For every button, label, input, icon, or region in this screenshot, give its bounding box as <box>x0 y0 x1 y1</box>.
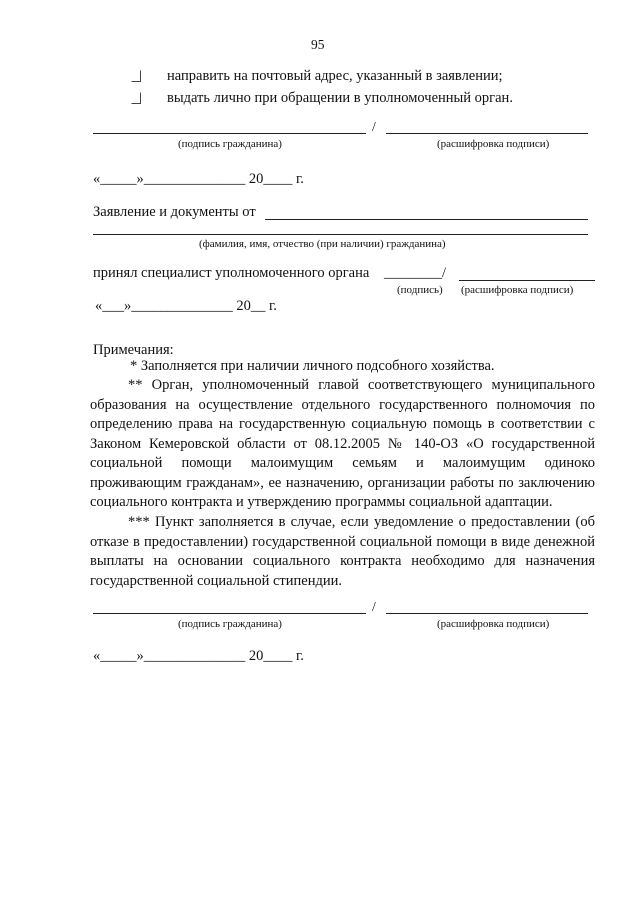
accepted-signature-blank[interactable]: ________/ <box>384 265 447 281</box>
statement-from-line[interactable] <box>265 219 588 220</box>
bottom-citizen-signature-line[interactable] <box>93 613 366 614</box>
bottom-decoding-line[interactable] <box>386 613 588 614</box>
signature-decoding-line[interactable] <box>386 133 588 134</box>
checkbox-in-person[interactable] <box>131 92 141 104</box>
note-1: * Заполняется при наличии личного подсобного хозяйства. <box>130 358 495 374</box>
citizen-signature-line[interactable] <box>93 133 366 134</box>
option-in-person-label: выдать лично при обращении в уполномоченный орган. <box>167 90 513 106</box>
note-2-text: ** Орган, уполномоченный главой соответствующего муниципального образования на осуществление отдельного государственного полномочия по определению права на государственную социальную помощь в соответствии с Законом Кемеровской области от 08.12.2005 № 140-ОЗ «О государственной социальной помощи малоимущим семьям и малоимущим одиноко проживающим гражданам», ее назначению, организации работы по заключению социального контракта и утверждению программы социальной адаптации. <box>90 377 595 510</box>
decoding-caption: (расшифровка подписи) <box>437 138 550 150</box>
checkbox-mail[interactable] <box>131 70 141 82</box>
date-line-top[interactable]: «_____»______________ 20____ г. <box>93 171 304 187</box>
note-3 <box>90 513 595 591</box>
note-2 <box>90 376 595 513</box>
citizen-signature-caption: (подпись гражданина) <box>178 138 282 150</box>
statement-label: Заявление и документы от <box>93 204 256 220</box>
fio-caption: (фамилия, имя, отчество (при наличии) гражданина) <box>199 238 446 250</box>
accepted-decoding-line[interactable] <box>459 280 595 281</box>
bottom-citizen-signature-caption: (подпись гражданина) <box>178 618 282 630</box>
bottom-decoding-caption: (расшифровка подписи) <box>437 618 550 630</box>
signature-slash: / <box>372 119 376 134</box>
accepted-decoding-caption: (расшифровка подписи) <box>461 284 574 296</box>
page-number: 95 <box>311 37 325 52</box>
bottom-signature-slash: / <box>372 599 376 614</box>
accepted-signature-caption: (подпись) <box>397 284 443 296</box>
notes-heading: Примечания: <box>93 342 174 358</box>
fio-line[interactable] <box>93 234 588 235</box>
option-mail-label: направить на почтовый адрес, указанный в заявлении; <box>167 68 503 84</box>
date-line-bottom[interactable]: «_____»______________ 20____ г. <box>93 648 304 664</box>
date-line-accepted[interactable]: «___»______________ 20__ г. <box>95 298 277 314</box>
accepted-label: принял специалист уполномоченного органа <box>93 265 370 281</box>
note-3-text: *** Пункт заполняется в случае, если уведомление о предоставлении (об отказе в предоставлении) государственной социальной помощи в виде денежной выплаты на основании социального контракта необходимо для назначения государственной социальной стипендии. <box>90 514 595 589</box>
